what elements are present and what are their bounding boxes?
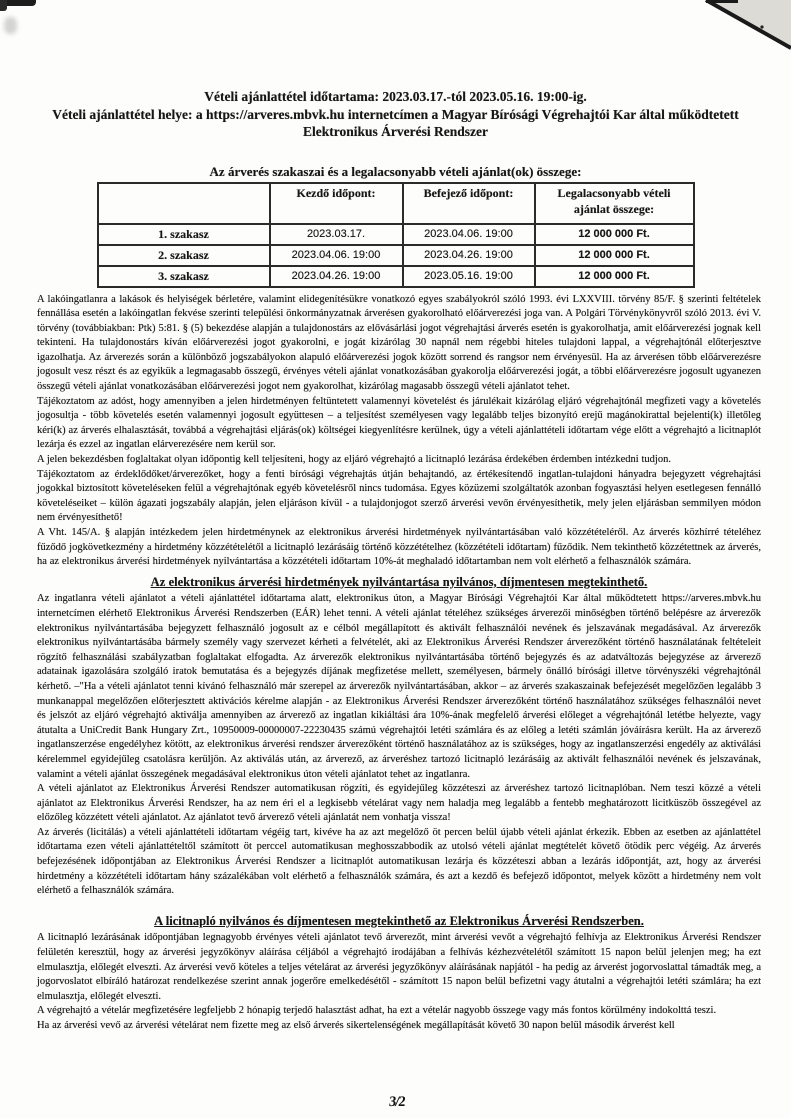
stage-label: 3. szakasz bbox=[98, 266, 270, 287]
paragraph-preemption-rights: A lakóingatlanra a lakások és helyiségek bérletére, valamint elidegenítésükre vonatkozó egyes szabályokról szóló 1993. évi LXXVIII. törvény 85/F. § szerinti feltételek fennállása esetén a lakóingatlan fekvése szerinti települési önkormányzatnak árverésen gyakorolható előárverezési joga van. A Polgári Törvénykönyvről szóló 2013. évi V. törvény (továbbiakban: Ptk) 5:81. § (5) bekezdése alapján a tulajdonostárs az elővásárlási jogot végrehajtási árverés esetén is gyakorolhatja, amit előárverezési jognak kell tekinteni. Ha tulajdonostárs kíván előárverezési jogot gyakorolni, e jogát kizárólag 30 napnál nem régebbi hiteles tulajdoni lappal, a végrehajtónál előterjesztve igazolhatja. Az árverezés során a különböző jogszabályokon alapuló előárverezési jogok között sorrend és rangsor nem érvényesül. Ha az árverésen több előárverezésre jogosult vesz részt és az egyikük a legmagasabb összegű, érvényes vételi ajánlat vonatkozásában gyakorolja előárverezési jogát, a többi előárverezésre jogosult ugyanezen összegű vételi ajánlat vonatkozásában előárverezési jogot nem gyakorolhat, kizárólag magasabb összegű vételi ajánlatot tehet. bbox=[37, 293, 761, 393]
stage-end: 2023.04.26. 19:00 bbox=[403, 245, 535, 266]
paragraph-claims-info: Tájékoztatom az érdeklődőket/árverezőket, hogy a fenti bírósági végrehajtás útján behajtandó, az értékesítendő ingatlan-tulajdoni hányadra bejegyzett végrehajtási jogokkal biztosított követeléseken felül a végrehajtónak egyéb követelésről nincs tudomása. Egyes közüzemi szolgáltatók azonban fogyasztási helyen esetlegesen fennálló követeléseiket – külön ágazati jogszabály alapján, jelen eljáráson kívül - a tulajdonjogot szerző árverési vevőn érvényesíthetik, mely jelen eljárásban semmilyen módon nem érvényesíthető! bbox=[37, 468, 761, 524]
table-row bbox=[98, 224, 694, 245]
stage-end: 2023.05.16. 19:00 bbox=[403, 266, 535, 287]
paragraph-offer-recording: A vételi ajánlatot az Elektronikus Árverési Rendszer automatikusan rögzíti, és egyidejűleg közzéteszi az árveréshez tartozó licitnaplóban. Nem teszi közzé a vételi ajánlatot az Elektronikus Árverési Rendszer, ha az nem éri el a legkisebb vételárat vagy nem haladja meg legalább a fentebb meghatározott licitküszöb összegével az előzőleg közzétett vételi ajánlatot. Az ajánlatot tevő árverező vételi ajánlatát nem vonhatja vissza! bbox=[37, 783, 761, 824]
paragraph-winner-obligations: A licitnapló lezárásának időpontjában legnagyobb érvényes vételi ajánlatot tevő árverezőt, mint árverési vevőt a végrehajtó felhívja az Elektronikus Árverési Rendszer felületén keresztül, hogy az árverési jegyzőkönyv aláírása céljából a végrehajtó irodájában a felhívás kézhezvételétől számított 15 napon belül jelenjen meg; ha ezt elmulasztja, előlegét elveszti. Az árverési vevő köteles a teljes vételárat az árverési jegyzőkönyv aláírásának napjától - ha pedig az árverést jogorvoslattal támadták meg, a jogorvoslatot elbíráló határozat rendelkezése szerint annak jogerőre emelkedésétől - számított 15 napon belül befizetni vagy átutalni a végrehajtói letéti számlára; ha ezt elmulasztja, előlegét elveszti. bbox=[37, 932, 761, 1002]
auction-stages-table bbox=[97, 182, 695, 288]
col-header-stage bbox=[98, 183, 270, 224]
col-header-min-offer: Legalacsonyabb vételi ajánlat összege: bbox=[535, 183, 694, 224]
stage-start: 2023.04.26. 19:00 bbox=[270, 266, 403, 287]
stage-end: 2023.04.06. 19:00 bbox=[403, 224, 535, 245]
page-number: 3/2 bbox=[388, 1094, 406, 1110]
table-header-row bbox=[98, 183, 694, 224]
section-heading-ear-registry: Az elektronikus árverési hirdetmények nyilvántartása nyilvános, díjmentesen megtekinthető. bbox=[150, 574, 648, 589]
stage-start: 2023.03.17. bbox=[270, 224, 403, 245]
offer-place-title: Vételi ajánlattétel helye: a https://arveres.mbvk.hu internetcímen a Magyar Bírósági Végrehajtói Kar által működtetett Elektronikus Árverési Rendszer bbox=[52, 106, 739, 139]
legal-text-block bbox=[37, 293, 761, 1034]
paragraph-payment-extension: A végrehajtó a vételár megfizetésére legfeljebb 2 hónapig terjedő halasztást adhat, ha ezt a vételár nagyobb összege vagy más fontos körülmény indokolttá teszi. bbox=[37, 1005, 717, 1017]
col-header-start: Kezdő időpont: bbox=[270, 183, 403, 224]
paragraph-deadline-note: A jelen bekezdésben foglaltakat olyan időpontig kell teljesíteni, hogy az eljáró végrehajtó a licitnapló lezárása érdekében érdemben intézkedni tudjon. bbox=[37, 454, 671, 466]
offer-period-title: Vételi ajánlattétel időtartama: 2023.03.17.-tól 2023.05.16. 19:00-ig. bbox=[204, 89, 587, 104]
stage-label: 2. szakasz bbox=[98, 245, 270, 266]
stage-min-offer: 12 000 000 Ft. bbox=[535, 245, 694, 266]
paragraph-auction-duration: Az árverés (licitálás) a vételi ajánlattételi időtartam végéig tart, kivéve ha az azt megelőző öt percen belül újabb vételi ajánlat érkezik. Ebben az esetben az ajánlattétel időtartama ezen vételi ajánlattételtől számított öt perccel automatikusan meghosszabbodik az utolsó vételi ajánlat megtételét követő ötödik perc végéig. Az árverés befejezésének időpontjában az Elektronikus Árverési Rendszer a licitnaplót automatikusan lezárja és közzéteszi abban a lezárás időpontját, azt, hogy az árverési hirdetmény a közzétételi időtartam hány százalékában volt elérhető a felhasználók számára, és azt a kezdő és befejező időpontot, melyek között a hirdetmény nem volt elérhető a felhasználók számára. bbox=[37, 826, 761, 897]
section-heading-bid-log: A licitnapló nyilvános és díjmentesen megtekinthető az Elektronikus Árverési Rendszerben. bbox=[154, 913, 644, 928]
stages-table-caption: Az árverés szakaszai és a legalacsonyabb vételi ajánlat(ok) összege: bbox=[209, 163, 582, 179]
table-row bbox=[98, 245, 694, 266]
table-row bbox=[98, 266, 694, 287]
stage-start: 2023.04.06. 19:00 bbox=[270, 245, 403, 266]
document-header bbox=[16, 88, 775, 141]
stage-min-offer: 12 000 000 Ft. bbox=[535, 224, 694, 245]
stage-min-offer: 12 000 000 Ft. bbox=[535, 266, 694, 287]
stage-label: 1. szakasz bbox=[98, 224, 270, 245]
paragraph-debtor-info: Tájékoztatom az adóst, hogy amennyiben a jelen hirdetményen feltüntetett valamennyi követelést és járulékait kizárólag eljáró végrehajtónál megfizeti vagy a követelés jogosultja - több követelés esetén valamennyi jogosult együttesen – a teljesítést személyesen vagy legalább teljes bizonyító erejű magánokirattal bejelenti(k) illetőleg kéri(k) az árverés elhalasztását, továbbá a végrehajtási eljárás(ok) költségei kiegyenlítésre kerülnek, úgy a vételi ajánlattételi időtartam vége előtt a végrehajtó a licitnaplót lezárja és ezzel az ingatlan elárverezésére nem kerül sor. bbox=[37, 395, 761, 451]
paragraph-ear-bidding-rules: Az ingatlanra vételi ajánlatot a vételi ajánlattétel időtartama alatt, elektronikus úton, a Magyar Bírósági Végrehajtói Kar által működtetett https://arveres.mbvk.hu internetcímen elérhető Elektronikus Árverési Rendszerben (EÁR) lehet tenni. A vételi ajánlat tételéhez szükséges árverezői minőségben történő belépésre az árverezők elektronikus nyilvántartásába bejegyzett felhasználó jogosult az e célból megállapított és aktivált felhasználói nevének és jelszavának megadásával. Az árverezők elektronikus nyilvántartásába bármely személy vagy szervezet kérheti a felvételét, aki az Elektronikus Árverési Rendszer árverezőként történő használatának feltételeit rögzítő felhasználási szabályzatban foglaltakat elfogadta. Az árverezők elektronikus nyilvántartásába történő bejegyzés és az adatváltozás bejegyzése az árverező adatainak igazolására szolgáló iratok bemutatása és a bejegyzés díjának megfizetése mellett, személyesen, bármely önálló bírósági illetve törvényszéki végrehajtónál kérhető. –"Ha a vételi ajánlatot tenni kívánó felhasználó már szerepel az árverezők nyilvántartásában, akkor – az árverés szakaszainak befejezését megelőzően legalább 3 munkanappal megelőzően előterjesztett aktivációs kérelme alapján - az Elektronikus Árverési Rendszer árverezőként történő használatához szükséges felhasználói nevet és jelszót az eljáró végrehajtó aktiválja amennyiben az árverező az ingatlan kikiáltási ára 10%-ának megfelelő árverési előleget a végrehajtónál letétbe helyezte, vagy átutalta a UniCredit Bank Hungary Zrt., 10950009-00000007-22230435 számú végrehajtói letéti számlára és az előleg a letéti számlán jóváírásra került. Ha az árverező ingatlanszerzése engedélyhez kötött, az elektronikus árverési rendszer árverezőként történő használatához az is szükséges, hogy az ingatlanszerzési engedély az aktiválási kérelemmel egyidejűleg csatolásra kerüljön. Az aktiválás után, az árverező, az árveréshez tartozó licitnapló lezárásáig az aktivált felhasználói nevének és jelszavának, valamint a vételi ajánlat összegének megadásával elektronikus úton vételi ajánlatot tehet az ingatlanra. bbox=[37, 593, 761, 780]
paragraph-second-auction: Ha az árverési vevő az árverési vételárat nem fizette meg az első árverés sikertelenségének megállapítását követő 30 napon belül második árverést kell bbox=[37, 1020, 675, 1031]
col-header-end: Befejező időpont: bbox=[403, 183, 535, 224]
paragraph-vht-145a: A Vht. 145/A. § alapján intézkedem jelen hirdetménynek az elektronikus árverési hirdetmények nyilvántartásában való közzétételéről. Az árverés közhírré tételéhez fűződő jogkövetkezmény a hirdetmény közzétételétől a licitnapló lezárásáig történő közzétételhez (közzétételi időtartam) fűződik. Nem tekinthető közzétettnek az árverés, ha az elektronikus árverési hirdetmények nyilvántartása a közzétételi időtartam 10%-át meghaladó időtartamban nem volt elérhető a felhasználók számára. bbox=[37, 527, 761, 568]
